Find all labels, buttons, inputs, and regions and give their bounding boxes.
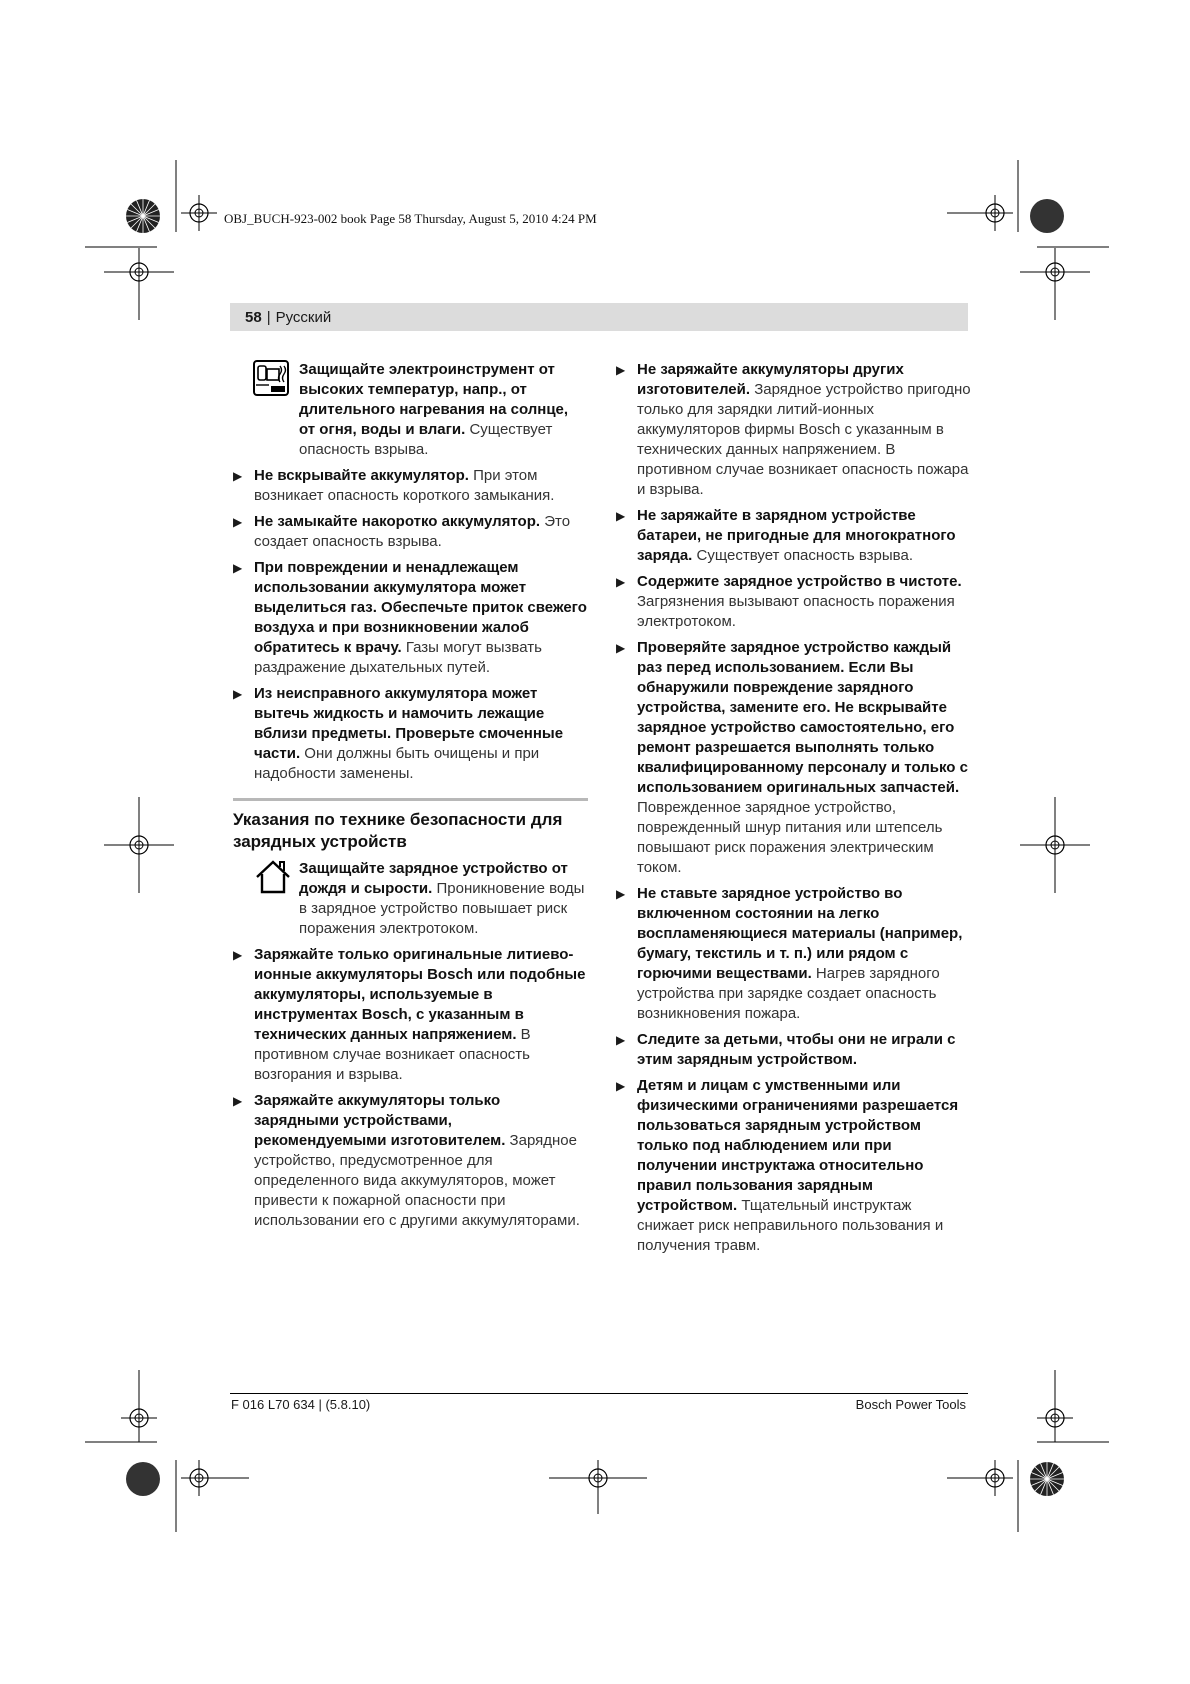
item-rest: Нагрев зарядного устройства при зарядке создает опасность возникновения пожара.: [637, 965, 940, 1022]
item-bold: При повреждении и ненадлежащем использовании аккумулятора может выделиться газ. Обеспечьте приток свежего воздуха и при возникновении жалоб обратитесь к врачу.: [254, 559, 587, 656]
footer-brand: Bosch Power Tools: [855, 1397, 966, 1412]
section-title: Указания по технике безопасности для зарядных устройств: [233, 810, 563, 851]
house-icon: [253, 859, 293, 895]
item-rest: Это создает опасность взрыва.: [254, 513, 571, 550]
heat-protection-icon: [253, 360, 289, 396]
bullet-triangle-icon: ▶: [233, 948, 243, 962]
bullet-triangle-icon: ▶: [233, 1094, 243, 1108]
page-number: 58: [245, 308, 262, 326]
item-rest: Газы могут вызвать раздражение дыхательных путей.: [254, 639, 542, 676]
list-item: [616, 1030, 971, 1070]
item-bold: Следите за детьми, чтобы они не играли с этим зарядным устройством.: [637, 1031, 956, 1068]
page-header: [230, 303, 968, 331]
rain-warning-bold: Защищайте зарядное устройство от дождя и сырости.: [299, 860, 568, 897]
bullet-triangle-icon: ▶: [233, 687, 243, 701]
bullet-triangle-icon: ▶: [233, 561, 243, 575]
item-bold: Содержите зарядное устройство в чистоте.: [637, 573, 962, 590]
item-bold: Не вскрывайте аккумулятор.: [254, 467, 469, 484]
crop-header: OBJ_BUCH-923-002 book Page 58 Thursday, August 5, 2010 4:24 PM: [224, 211, 597, 226]
registration-mark-icon: [181, 195, 217, 231]
bullet-triangle-icon: ▶: [233, 515, 243, 529]
item-rest: Зарядное устройство, предусмотренное для определенного вида аккумуляторов, может привести к пожарной опасности при использовании его с другими аккумуляторами.: [254, 1132, 580, 1229]
list-item: [616, 1076, 971, 1256]
item-rest: Загрязнения вызывают опасность поражения электротоком.: [637, 593, 955, 630]
color-wheel-icon: [126, 199, 160, 233]
item-rest: В противном случае возникает опасность возгорания и взрыва.: [254, 1026, 531, 1083]
list-item: [616, 638, 971, 878]
item-bold: Не заряжайте в зарядном устройстве батареи, не пригодные для многократного заряда.: [637, 507, 956, 564]
right-column: [616, 360, 971, 1262]
list-item: [616, 360, 971, 500]
list-item: [616, 572, 971, 632]
bullet-triangle-icon: ▶: [616, 887, 626, 901]
footer-doc-number: F 016 L70 634 | (5.8.10): [231, 1397, 371, 1412]
footer-rule: [230, 1393, 968, 1394]
heat-warning-bold: Защищайте электроинструмент от высоких температур, напр., от длительного нагревания на солнце, от огня, воды и влаги.: [299, 361, 569, 438]
bullet-triangle-icon: ▶: [616, 1033, 626, 1047]
bullet-triangle-icon: ▶: [616, 509, 626, 523]
rain-warning-block: [253, 859, 588, 939]
item-bold: Детям и лицам с умственными или физическими ограничениями разрешается пользоваться зарядным устройством только под наблюдением или при получении инструктажа относительно правил пользования зарядным устройством.: [637, 1077, 959, 1214]
list-item: [233, 1091, 588, 1231]
heat-warning-block: [253, 360, 588, 460]
header-separator: |: [266, 308, 271, 326]
list-item: [233, 558, 588, 678]
item-rest: Они должны быть очищены и при надобности заменены.: [254, 745, 540, 782]
color-wheel-icon: [126, 1462, 160, 1496]
item-rest: Существует опасность взрыва.: [692, 547, 913, 564]
item-bold: Заряжайте аккумуляторы только зарядными устройствами, рекомендуемыми изготовителем.: [254, 1092, 506, 1149]
item-rest: Поврежденное зарядное устройство, поврежденный шнур питания или штепсель повышают риск поражения электрическим током.: [637, 799, 943, 876]
list-item: [233, 945, 588, 1085]
item-bold: Заряжайте только оригинальные литиево-ионные аккумуляторы Bosch или подобные аккумуляторы, используемые в инструментах Bosch, с указанным в технических данных напряжением.: [254, 946, 586, 1043]
bullet-triangle-icon: ▶: [233, 469, 243, 483]
item-rest: При этом возникает опасность короткого замыкания.: [254, 467, 555, 504]
color-wheel-icon: [1030, 199, 1064, 233]
item-bold: Не заряжайте аккумуляторы других изготовителей.: [637, 361, 904, 398]
list-item: [233, 466, 588, 506]
list-item: [233, 684, 588, 784]
item-rest: Зарядное устройство пригодно только для зарядки литий-ионных аккумуляторов фирмы Bosch с указанным в технических данных напряжением. В противном случае возникает опасность пожара и взрыва.: [637, 381, 971, 498]
color-wheel-icon: [1030, 1462, 1064, 1496]
item-bold: Проверяйте зарядное устройство каждый раз перед использованием. Если Вы обнаружили повреждение зарядного устройства, замените его. Не вскрывайте зарядное устройство самостоятельно, его ремонт разрешается выполнять только квалифицированному персоналу и только с использованием оригинальных запчастей.: [637, 639, 968, 796]
bullet-triangle-icon: ▶: [616, 575, 626, 589]
bullet-triangle-icon: ▶: [616, 1079, 626, 1093]
rain-warning-rest: Проникновение воды в зарядное устройство повышает риск поражения электротоком.: [299, 880, 585, 937]
header-language: Русский: [275, 308, 332, 326]
item-bold: Не ставьте зарядное устройство во включенном состоянии на легко воспламеняющиеся материалы (например, бумагу, текстиль и т. п.) или рядом с горючими веществами.: [637, 885, 963, 982]
heat-warning-rest: Существует опасность взрыва.: [299, 421, 553, 458]
item-bold: Из неисправного аккумулятора может вытечь жидкость и намочить лежащие вблизи предметы. Проверьте смоченные части.: [254, 685, 564, 762]
bullet-triangle-icon: ▶: [616, 641, 626, 655]
item-rest: Тщательный инструктаж снижает риск неправильного пользования и получения травм.: [637, 1197, 944, 1254]
left-column: [233, 360, 588, 1237]
list-item: [616, 506, 971, 566]
list-item: [233, 512, 588, 552]
list-item: [616, 884, 971, 1024]
bullet-triangle-icon: ▶: [616, 363, 626, 377]
item-bold: Не замыкайте накоротко аккумулятор.: [254, 513, 541, 530]
section-divider: [233, 798, 588, 801]
